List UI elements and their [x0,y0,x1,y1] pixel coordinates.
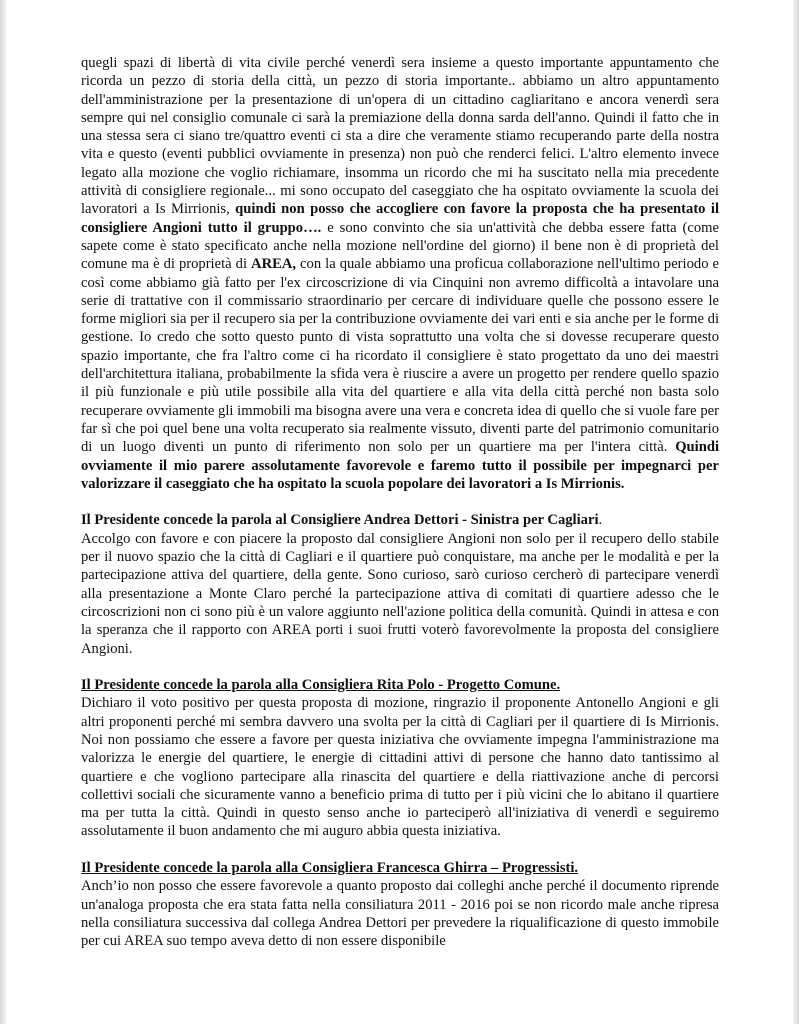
bold-phrase: quindi non posso che accogliere con favore la proposta che ha presentato il consigliere Angioni tutto il gruppo…. [81,201,719,236]
speaker-heading-dettori: Il Presidente concede la parola al Consigliere Andrea Dettori - Sinistra per Cagliari. [81,512,603,529]
paragraph-polo: Dichiaro il voto positivo per questa proposta di mozione, ringrazio il proponente Antonello Angioni e gli altri proponenti perché mi sembra davvero una svolta per la città di Cagliari per il quartiere di Is Mirrionis. Noi non possiamo che essere a favore per questa iniziativa che ovviamente impegna l'amministrazione ma valorizza le energie del quartiere, le energie di cittadini attivi di persone che hanno dato tantissimo al quartiere e che vogliono partecipare alla rinascita del quartiere e della riattivazione anche di percorsi collettivi sociali che sicuramente vanno a beneficio prima di tutto per i più vicini che lo abitano il quartiere ma per tutta la città. Quindi in questo senso anche io parteciperò all'iniziativa di venerdì e seguiremo assolutamente il buon andamento che mi auguro abbia questa iniziativa. [81,695,719,840]
page-edge-right [793,0,799,1024]
page-edge-left [0,0,6,1024]
paragraph-assessore: quegli spazi di libertà di vita civile perché venerdì sera insieme a questo importante appuntamento che ricorda un pezzo di storia della città, un pezzo di storia importante.. abbiamo un altro appuntamento dell'amministrazione per la presentazione di un'opera di un cittadino cagliaritano e ancora venerdì sera sempre qui nel consiglio comunale ci sarà la premiazione della donna sarda dell'anno. Quindi il fatto che in una stessa sera ci siano tre/quattro eventi ci sta a dire che veramente stiamo recuperando parte della nostra vita e questo (eventi pubblici ovviamente in presenza) non può che renderci felici. L'altro elemento invece legato alla mozione che voglio richiamare, insomma un ricordo che mi ha suscitato nella mia precedente attività di consigliere regionale... mi sono occupato del caseggiato che ha ospitato ovviamente la scuola dei lavoratori a Is Mirrionis, quindi non posso che accogliere con favore la proposta che ha presentato il consigliere Angioni tutto il gruppo…. e sono convinto che sia un'attività che debba essere fatta (come sapete come è stato specificato anche nella mozione nell'ordine del giorno) il bene non è di proprietà del comune ma è di proprietà di AREA, con la quale abbiamo una proficua collaborazione nell'ultimo periodo e così come abbiamo già fatto per l'ex circoscrizione di via Cinquini non avremo difficoltà a intavolare una serie di trattative con il commissario straordinario per cercare di individuare quelle che possono essere le forme migliori sia per il recupero sia per la contribuzione ovviamente dei vari enti e sia anche per le forme di gestione. Io credo che sotto questo punto di vista soprattutto una volta che si dovesse recuperare questo spazio importante, che fra l'altro come ci ha ricordato il consigliere è stato progettato da uno dei maestri dell'architettura italiana, probabilmente la sfida vera è riuscire a avere un progetto per rendere quello spazio il più funzionale e più utile possibile alla vita del quartiere e alla vita della città perché non basta solo recuperare ovviamente gli immobili ma bisogna avere una vera e concreta idea di quello che si vuole fare per far sì che poi quel bene una volta recuperato sia realmente vissuto, diventi parte del patrimonio comunitario di un luogo diventi un punto di riferimento non solo per un quartiere ma per l'intera città. Quindi ovviamente il mio parere assolutamente favorevole e faremo tutto il possibile per impegnarci per valorizzare il caseggiato che ha ospitato la scuola popolare dei lavoratori a Is Mirrionis. [81,55,719,492]
bold-phrase: Quindi ovviamente il mio parere assolutamente favorevole e faremo tutto il possibile per impegnarci per valorizzare il caseggiato che ha ospitato la scuola popolare dei lavoratori a Is Mirrionis. [81,439,719,492]
bold-phrase: AREA, [251,256,297,273]
speaker-heading-polo: Il Presidente concede la parola alla Consigliera Rita Polo - Progetto Comune. [81,677,561,694]
spacer [81,493,719,511]
speaker-heading-ghirra: Il Presidente concede la parola alla Consigliera Francesca Ghirra – Progressisti. [81,860,579,877]
paragraph-dettori: Accolgo con favore e con piacere la proposto dal consigliere Angioni non solo per il recupero dello stabile per il nuovo spazio che la città di Cagliari e il quartiere può conquistare, ma anche per le modalità e per la partecipazione attiva del quartiere, della gente. Sono curioso, sarò curioso cercherò di partecipare venerdì alla presentazione a Monte Claro perché la partecipazione attiva di comitati di quartiere adesso che le circoscrizioni non ci sono più è un valore aggiunto nell'azione politica della comunità. Quindi in attesa e con la speranza che il rapporto con AREA porti i suoi frutti voterò favorevolmente la proposta del consigliere Angioni. [81,530,719,657]
paragraph-ghirra: Anch’io non posso che essere favorevole a quanto proposto dai colleghi anche perché il documento riprende un'analoga proposta che era stata fatta nella consiliatura 2011 - 2016 poi se non ricordo male anche ripresa nella consiliatura successiva dal collega Andrea Dettori per prevedere la riqualificazione di questo immobile per cui AREA suo tempo aveva detto di non essere disponibile [81,878,719,950]
spacer [81,841,719,859]
document-body [81,54,719,951]
spacer [81,658,719,676]
